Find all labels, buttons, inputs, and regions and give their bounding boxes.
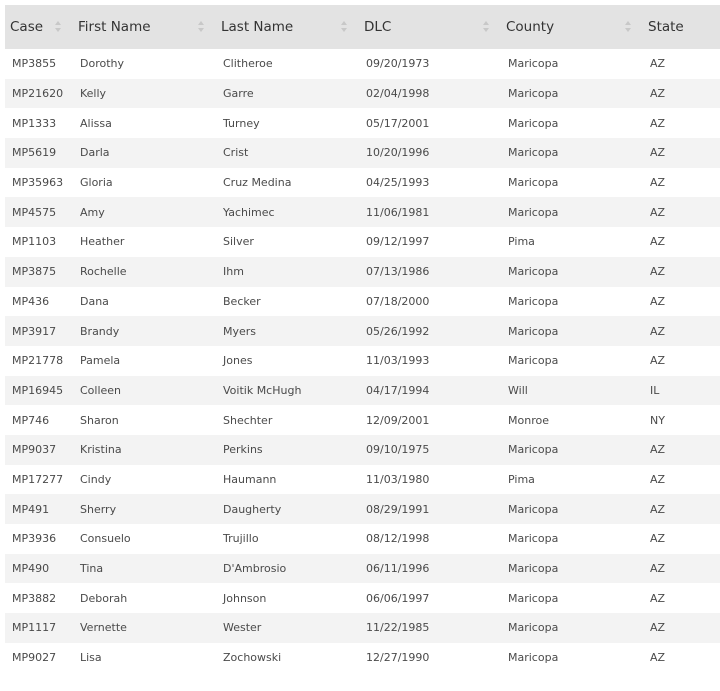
table-row[interactable]	[5, 583, 720, 613]
cell-case: MP9027	[12, 651, 57, 665]
cell-dlc: 06/11/1996	[366, 562, 430, 576]
cell-state: AZ	[650, 57, 666, 71]
cell-dlc: 10/20/1996	[366, 146, 430, 160]
cell-dlc: 09/12/1997	[366, 235, 430, 249]
cell-county: Maricopa	[508, 324, 559, 338]
cell-last-name: Becker	[223, 294, 261, 308]
cell-dlc: 11/22/1985	[366, 621, 430, 635]
sort-arrows-icon[interactable]	[198, 21, 206, 33]
cell-state: AZ	[650, 621, 666, 635]
cell-state: AZ	[650, 354, 666, 368]
table-header-row	[5, 5, 720, 49]
table-row[interactable]	[5, 287, 720, 317]
cell-case: MP1117	[12, 621, 57, 635]
cell-case: MP436	[12, 294, 50, 308]
table-row[interactable]	[5, 554, 720, 584]
sort-arrows-icon[interactable]	[625, 21, 633, 33]
cell-dlc: 06/06/1997	[366, 591, 430, 605]
cell-state: AZ	[650, 591, 666, 605]
cell-last-name: Cruz Medina	[223, 176, 292, 190]
cell-state: AZ	[650, 324, 666, 338]
cell-first-name: Dorothy	[80, 57, 125, 71]
cell-county: Monroe	[508, 413, 549, 427]
cell-last-name: Yachimec	[223, 205, 275, 219]
table-row[interactable]	[5, 613, 720, 643]
cell-dlc: 07/13/1986	[366, 265, 430, 279]
cell-last-name: Haumann	[223, 472, 277, 486]
cell-case: MP1333	[12, 116, 57, 130]
cell-case: MP491	[12, 502, 50, 516]
cell-county: Pima	[508, 235, 535, 249]
cell-case: MP5619	[12, 146, 57, 160]
cell-county: Maricopa	[508, 354, 559, 368]
table-row[interactable]	[5, 524, 720, 554]
column-header-label: County	[506, 19, 555, 35]
cell-case: MP3875	[12, 265, 57, 279]
cell-state: IL	[650, 383, 660, 397]
cell-first-name: Cindy	[80, 472, 112, 486]
cell-last-name: Silver	[223, 235, 254, 249]
cell-state: AZ	[650, 116, 666, 130]
table-row[interactable]	[5, 643, 720, 673]
cell-dlc: 07/18/2000	[366, 294, 430, 308]
cell-dlc: 12/27/1990	[366, 651, 430, 665]
cell-county: Maricopa	[508, 443, 559, 457]
table-row[interactable]	[5, 316, 720, 346]
cell-state: AZ	[650, 651, 666, 665]
column-header-label: First Name	[78, 19, 151, 35]
cell-county: Maricopa	[508, 116, 559, 130]
table-row[interactable]	[5, 197, 720, 227]
table-row[interactable]	[5, 108, 720, 138]
column-header-first-name[interactable]	[73, 5, 216, 49]
cell-last-name: Jones	[223, 354, 253, 368]
cell-state: AZ	[650, 443, 666, 457]
column-header-state[interactable]	[643, 5, 720, 49]
column-header-dlc[interactable]	[359, 5, 501, 49]
cell-first-name: Amy	[80, 205, 105, 219]
table-row[interactable]	[5, 49, 720, 79]
cell-dlc: 12/09/2001	[366, 413, 430, 427]
column-header-label: Case	[10, 19, 44, 35]
cell-case: MP4575	[12, 205, 57, 219]
cell-last-name: Daugherty	[223, 502, 282, 516]
cell-case: MP16945	[12, 383, 64, 397]
cell-dlc: 08/29/1991	[366, 502, 430, 516]
column-header-label: State	[648, 19, 684, 35]
column-header-case[interactable]	[5, 5, 73, 49]
cell-county: Maricopa	[508, 265, 559, 279]
cell-first-name: Deborah	[80, 591, 128, 605]
cell-county: Maricopa	[508, 87, 559, 101]
cell-state: AZ	[650, 235, 666, 249]
sort-arrows-icon[interactable]	[483, 21, 491, 33]
cell-case: MP490	[12, 562, 50, 576]
cell-state: AZ	[650, 146, 666, 160]
cell-state: AZ	[650, 294, 666, 308]
table-body	[5, 49, 720, 672]
cell-last-name: Crist	[223, 146, 249, 160]
cell-dlc: 08/12/1998	[366, 532, 430, 546]
column-header-label: Last Name	[221, 19, 294, 35]
cell-dlc: 11/03/1993	[366, 354, 430, 368]
cell-case: MP3917	[12, 324, 57, 338]
cell-dlc: 09/20/1973	[366, 57, 430, 71]
cell-last-name: Clitheroe	[223, 57, 273, 71]
cell-first-name: Sherry	[80, 502, 117, 516]
cell-first-name: Rochelle	[80, 265, 127, 279]
cell-dlc: 04/17/1994	[366, 383, 430, 397]
cell-last-name: Myers	[223, 324, 257, 338]
column-header-county[interactable]	[501, 5, 643, 49]
table-row[interactable]	[5, 168, 720, 198]
cell-county: Maricopa	[508, 532, 559, 546]
cell-last-name: Garre	[223, 87, 254, 101]
cell-dlc: 11/06/1981	[366, 205, 430, 219]
cell-first-name: Darla	[80, 146, 110, 160]
cell-state: AZ	[650, 176, 666, 190]
cell-case: MP3882	[12, 591, 57, 605]
cell-first-name: Lisa	[80, 651, 102, 665]
table-row[interactable]	[5, 257, 720, 287]
cell-dlc: 11/03/1980	[366, 472, 430, 486]
cell-county: Maricopa	[508, 176, 559, 190]
cell-last-name: Turney	[223, 116, 260, 130]
cell-case: MP17277	[12, 472, 64, 486]
cell-county: Maricopa	[508, 146, 559, 160]
cell-first-name: Pamela	[80, 354, 121, 368]
cell-first-name: Kristina	[80, 443, 122, 457]
cell-last-name: Wester	[223, 621, 262, 635]
sort-arrows-icon[interactable]	[55, 21, 63, 33]
cell-first-name: Brandy	[80, 324, 120, 338]
cell-county: Maricopa	[508, 562, 559, 576]
cell-first-name: Vernette	[80, 621, 127, 635]
cell-state: NY	[650, 413, 665, 427]
cell-state: AZ	[650, 205, 666, 219]
cell-county: Maricopa	[508, 621, 559, 635]
cell-dlc: 05/26/1992	[366, 324, 430, 338]
cell-first-name: Dana	[80, 294, 109, 308]
cell-case: MP21778	[12, 354, 64, 368]
table-row[interactable]	[5, 79, 720, 109]
table-row[interactable]	[5, 227, 720, 257]
cell-case: MP21620	[12, 87, 64, 101]
cell-last-name: Perkins	[223, 443, 263, 457]
cell-county: Will	[508, 383, 528, 397]
cell-county: Maricopa	[508, 294, 559, 308]
cell-state: AZ	[650, 265, 666, 279]
cell-last-name: Trujillo	[223, 532, 259, 546]
cell-last-name: Johnson	[223, 591, 267, 605]
cell-case: MP9037	[12, 443, 57, 457]
cell-first-name: Gloria	[80, 176, 113, 190]
cell-state: AZ	[650, 562, 666, 576]
table-row[interactable]	[5, 138, 720, 168]
cell-case: MP746	[12, 413, 50, 427]
cell-state: AZ	[650, 502, 666, 516]
cell-county: Maricopa	[508, 57, 559, 71]
cell-state: AZ	[650, 87, 666, 101]
cell-last-name: Shechter	[223, 413, 273, 427]
cell-state: AZ	[650, 472, 666, 486]
cell-last-name: Zochowski	[223, 651, 282, 665]
cell-county: Maricopa	[508, 502, 559, 516]
cell-last-name: D'Ambrosio	[223, 562, 287, 576]
cell-last-name: Ihm	[223, 265, 244, 279]
cell-dlc: 04/25/1993	[366, 176, 430, 190]
cell-first-name: Kelly	[80, 87, 107, 101]
cell-dlc: 05/17/2001	[366, 116, 430, 130]
cell-case: MP3855	[12, 57, 57, 71]
cell-case: MP3936	[12, 532, 57, 546]
cell-county: Pima	[508, 472, 535, 486]
table-row[interactable]	[5, 405, 720, 435]
cell-first-name: Heather	[80, 235, 125, 249]
table-row[interactable]	[5, 346, 720, 376]
cases-table	[5, 5, 720, 672]
table-row[interactable]	[5, 435, 720, 465]
cell-county: Maricopa	[508, 205, 559, 219]
table-row[interactable]	[5, 376, 720, 406]
cell-first-name: Alissa	[80, 116, 112, 130]
cell-first-name: Colleen	[80, 383, 122, 397]
table-row[interactable]	[5, 494, 720, 524]
cell-case: MP35963	[12, 176, 64, 190]
table-row[interactable]	[5, 465, 720, 495]
cell-first-name: Consuelo	[80, 532, 131, 546]
column-header-label: DLC	[364, 19, 392, 35]
cell-county: Maricopa	[508, 651, 559, 665]
cell-dlc: 09/10/1975	[366, 443, 430, 457]
cell-first-name: Tina	[80, 562, 104, 576]
cell-dlc: 02/04/1998	[366, 87, 430, 101]
cell-state: AZ	[650, 532, 666, 546]
cell-case: MP1103	[12, 235, 57, 249]
cell-county: Maricopa	[508, 591, 559, 605]
column-header-last-name[interactable]	[216, 5, 359, 49]
sort-arrows-icon[interactable]	[341, 21, 349, 33]
cell-last-name: Voitik McHugh	[223, 383, 302, 397]
cell-first-name: Sharon	[80, 413, 119, 427]
